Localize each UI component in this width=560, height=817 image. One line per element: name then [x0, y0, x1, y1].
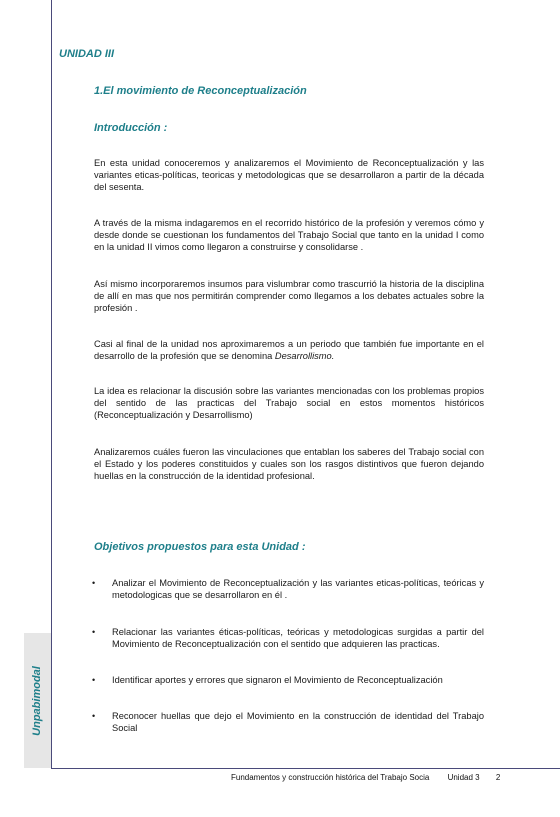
- paragraph-text: Casi al final de la unidad nos aproximaremos a un periodo que también fue importante en el desarrollo de la profesión que se denomina: [94, 339, 484, 361]
- footer-rule: [51, 768, 560, 769]
- unit-title: UNIDAD III: [59, 48, 114, 60]
- footer-page-number: 2: [495, 773, 501, 782]
- list-item-text: Analizar el Movimiento de Reconceptualización y las variantes eticas-políticas, teóricas y metodologicas que se desarrollaron en él .: [112, 578, 484, 600]
- bullet-icon: •: [92, 711, 96, 721]
- paragraph: Así mismo incorporaremos insumos para vislumbrar como trascurrió la historia de la disciplina de allí en mas que nos permitirán comprender como llegamos a los debates actuales sobre la profesión .: [94, 279, 484, 313]
- list-item-text: Reconocer huellas que dejo el Movimiento en la construcción de identidad del Trabajo Social: [112, 711, 484, 733]
- bullet-icon: •: [92, 578, 96, 588]
- objectives-heading: Objetivos propuestos para esta Unidad :: [94, 541, 306, 553]
- paragraph: A través de la misma indagaremos en el recorrido histórico de la profesión y veremos cómo y desde donde se cuestionan los fundamentos del Trabajo Social que tanto en la unidad I como en la unidad II vimos como llegaron a construirse y consolidarse .: [94, 218, 484, 252]
- list-item: [92, 626, 484, 650]
- section-title: 1.El movimiento de Reconceptualización: [94, 85, 307, 97]
- list-item: [92, 577, 484, 601]
- paragraph: Analizaremos cuáles fueron las vinculaciones que entablan los saberes del Trabajo social con el Estado y los poderes constituidos y cuales son los rasgos distintivos que fueron dejando huellas en la construcción de la identidad profesional.: [94, 447, 484, 481]
- list-item-text: Relacionar las variantes éticas-políticas, teóricas y metodologicas surgidas a partir del Movimiento de Reconceptualización con el sentido que adquieren las practicas.: [112, 627, 484, 649]
- list-item: [92, 674, 484, 686]
- bullet-icon: •: [92, 675, 96, 685]
- list-item: [92, 710, 484, 734]
- paragraph: En esta unidad conoceremos y analizaremos el Movimiento de Reconceptualización y las variantes eticas-políticas, teoricas y metodologicas que se desarrollaron a partir de la década del sesenta.: [94, 158, 484, 192]
- left-margin-rule: [51, 0, 52, 768]
- bullet-icon: •: [92, 627, 96, 637]
- page-footer: [231, 773, 500, 782]
- list-item-text: Identificar aportes y errores que signaron el Movimiento de Reconceptualización: [112, 675, 443, 685]
- paragraph: [94, 338, 484, 362]
- paragraph: La idea es relacionar la discusión sobre las variantes mencionadas con los problemas propios del sentido de las practicas del Trabajo social en estos momentos históricos (Reconceptualización y Desarrollismo): [94, 386, 484, 420]
- side-label: Unpabimodal: [31, 666, 43, 736]
- footer-course: Fundamentos y construcción histórica del Trabajo Socia: [231, 773, 430, 782]
- emphasized-term: Desarrollismo.: [274, 351, 335, 361]
- intro-heading: Introducción :: [94, 122, 168, 134]
- footer-unit: Unidad 3: [447, 773, 480, 782]
